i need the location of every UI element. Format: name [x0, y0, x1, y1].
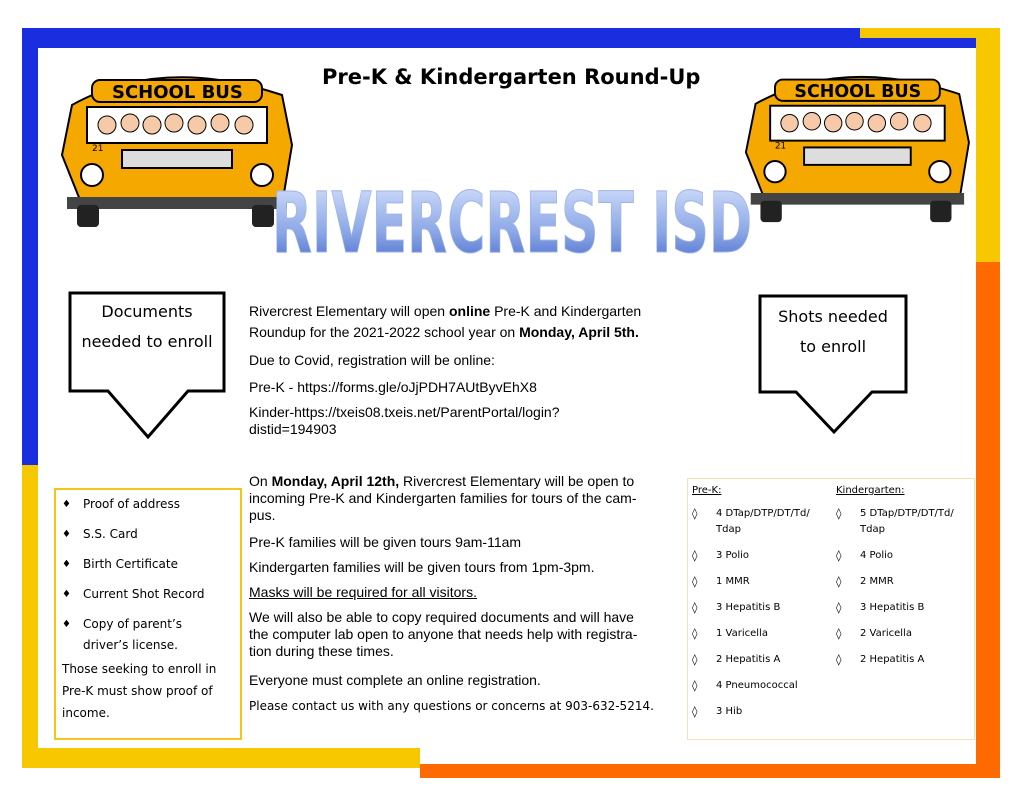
list-item: ◊ 4 Polio: [836, 549, 894, 562]
list-item: ◊ 3 Polio: [692, 549, 750, 562]
kinder-tour-time: Kindergarten families will be given tours from 1pm-3pm.: [249, 559, 595, 575]
prek-tour-time: Pre-K families will be given tours 9am-11am: [249, 534, 522, 550]
list-item: ◊ 4 Pneumococcal: [692, 679, 798, 692]
contact-line: Please contact us with any questions or concerns at 903-632-5214.: [249, 699, 654, 713]
list-item: ◊ 4 DTap/DTP/DT/Td/ Tdap: [692, 507, 810, 535]
covid-note: Due to Covid, registration will be online:: [249, 352, 495, 368]
list-item: ◊ 2 Varicella: [836, 627, 912, 640]
kinder-shots-header: Kindergarten:: [836, 485, 905, 496]
kinder-registration-link[interactable]: Kinder-https://txeis08.txeis.net/ParentPortal/login? distid=194903: [249, 404, 560, 437]
list-item: ◊ 3 Hepatitis B: [692, 601, 781, 614]
school-bus-right-icon: [735, 65, 975, 225]
svg-text:21: 21: [92, 144, 104, 154]
list-item: ◊ 5 DTap/DTP/DT/Td/ Tdap: [836, 507, 954, 535]
prek-shots-column: [692, 485, 832, 730]
kinder-shots-column: [836, 485, 974, 678]
shots-table: [687, 478, 975, 740]
list-item: ◊ 1 MMR: [692, 575, 750, 588]
documents-callout-label: Documents needed to enroll: [81, 302, 213, 351]
list-item: ◊ 2 Hepatitis A: [692, 653, 781, 666]
list-item: ◊ 2 MMR: [836, 575, 894, 588]
online-registration-notice: Everyone must complete an online registration.: [249, 672, 541, 688]
flyer-title: Pre-K & Kindergarten Round-Up: [322, 65, 701, 89]
intro-paragraph: Rivercrest Elementary will open online Pre-K and Kindergarten Roundup for the 2021-2022 school year on Monday, April 5th.: [249, 303, 642, 340]
list-item: ♦ Proof of address: [62, 497, 180, 511]
list-item: ♦ Current Shot Record: [62, 587, 205, 601]
district-logo: [268, 172, 758, 272]
copy-services-paragraph: We will also be able to copy required documents and will have the computer lab open to anyone that needs help with registra- tion during these times.: [249, 609, 638, 659]
prek-shots-header: Pre-K:: [692, 485, 722, 496]
list-item: ◊ 3 Hib: [692, 705, 743, 718]
school-bus-left-icon: [52, 65, 297, 230]
list-item: ♦ Birth Certificate: [62, 557, 178, 571]
svg-text:21: 21: [775, 141, 787, 152]
svg-text:RIVERCREST ISD: RIVERCREST ISD: [272, 174, 752, 272]
masks-notice: Masks will be required for all visitors.: [249, 584, 477, 600]
list-item: ◊ 1 Varicella: [692, 627, 768, 640]
list-item: ♦ Copy of parent’s driver’s license.: [62, 617, 183, 652]
list-item: ◊ 3 Hepatitis B: [836, 601, 925, 614]
tours-paragraph: On Monday, April 12th, Rivercrest Elementary will be open to incoming Pre-K and Kindergarten families for tours of the cam- pus.: [249, 473, 637, 523]
bus-sign-left: SCHOOL BUS: [112, 82, 243, 103]
documents-list-box: [54, 488, 242, 740]
list-item: ◊ 2 Hepatitis A: [836, 653, 925, 666]
income-note: Those seeking to enroll in Pre-K must show proof of income.: [62, 662, 217, 720]
bus-sign-right: SCHOOL BUS: [794, 82, 922, 102]
shots-callout-label: Shots needed to enroll: [778, 307, 888, 356]
prek-registration-link[interactable]: Pre-K - https://forms.gle/oJjPDH7AUtByvEhX8: [249, 379, 537, 395]
list-item: ♦ S.S. Card: [62, 527, 138, 541]
